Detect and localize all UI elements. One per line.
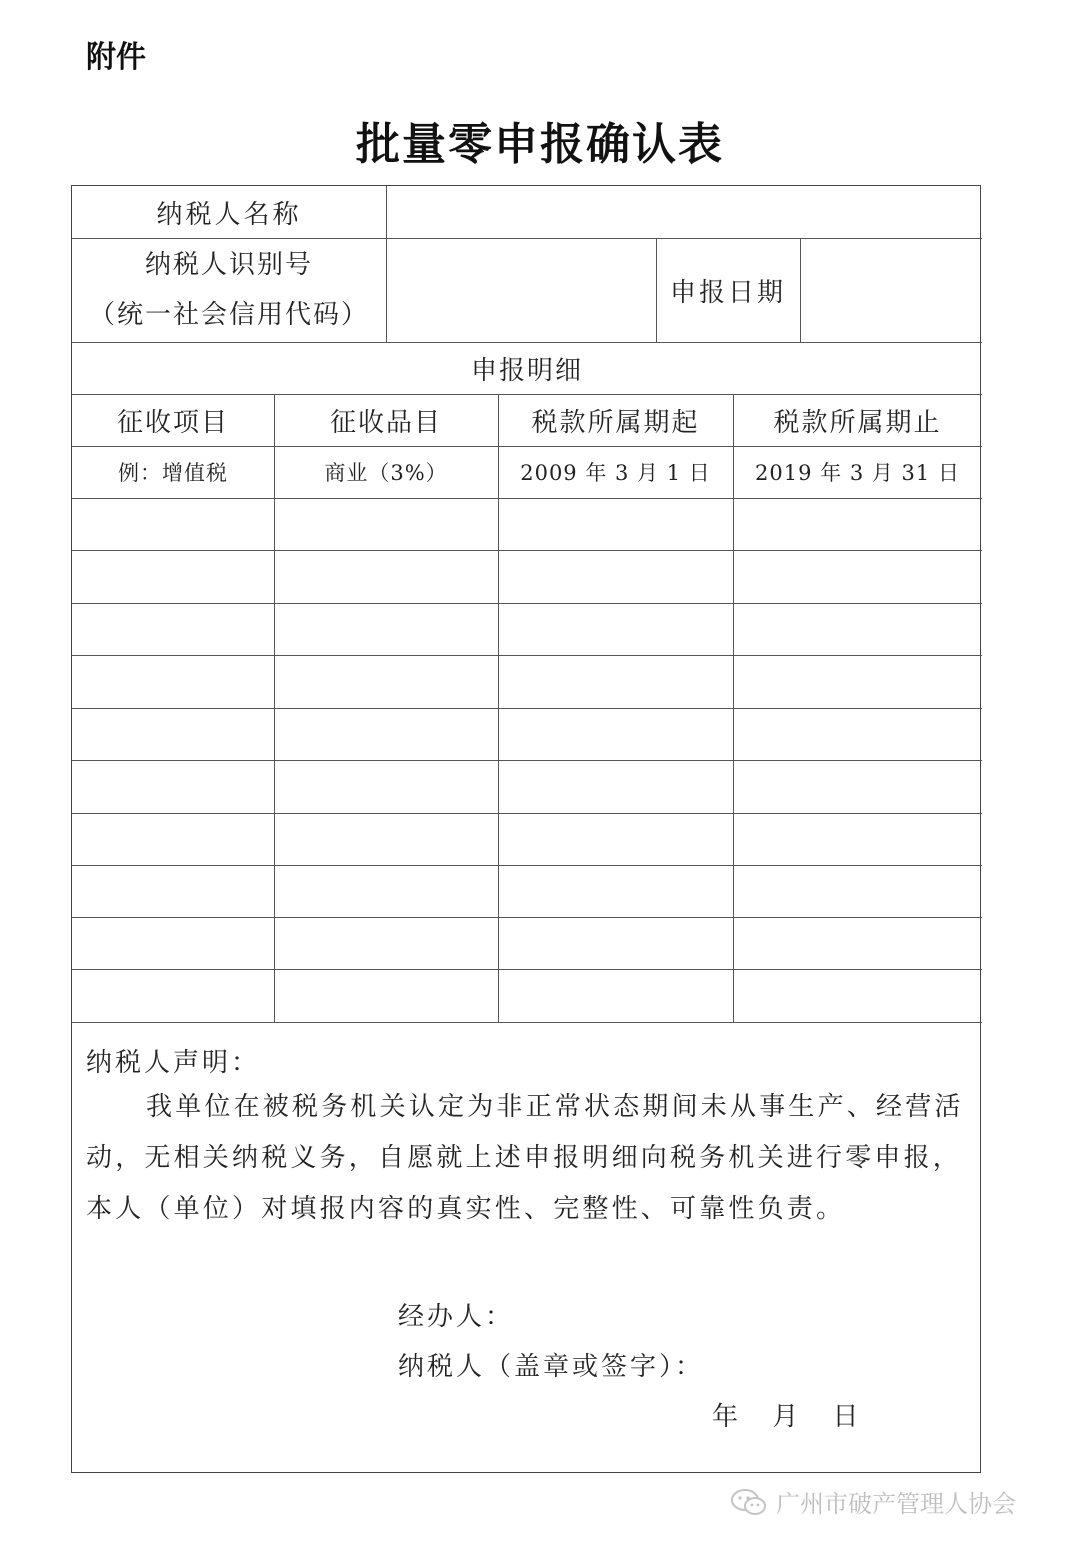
blank-cell-period-start[interactable] bbox=[498, 760, 733, 812]
blank-cell-period-start[interactable] bbox=[498, 917, 733, 969]
blank-cell-levy-item[interactable] bbox=[72, 969, 274, 1021]
example-period-end: 2019 年 3 月 31 日 bbox=[755, 461, 960, 485]
taxpayer-name-field[interactable] bbox=[386, 186, 982, 238]
blank-cell-period-end[interactable] bbox=[733, 550, 982, 602]
taxpayer-name-label: 纳税人名称 bbox=[156, 199, 302, 230]
handler-label: 经办人： bbox=[398, 1302, 515, 1332]
watermark bbox=[730, 1484, 1016, 1519]
blank-cell-levy-item[interactable] bbox=[72, 498, 274, 550]
report-date-field[interactable] bbox=[800, 238, 982, 342]
blank-cell-levy-category[interactable] bbox=[274, 865, 498, 917]
date-line: 年 月 日 bbox=[712, 1402, 859, 1432]
blank-cell-levy-category[interactable] bbox=[274, 655, 498, 707]
blank-cell-levy-item[interactable] bbox=[72, 865, 274, 917]
form-title: 批量零申报确认表 bbox=[356, 119, 724, 170]
blank-cell-period-end[interactable] bbox=[733, 865, 982, 917]
taxpayer-id-field[interactable] bbox=[386, 238, 656, 342]
blank-cell-levy-category[interactable] bbox=[274, 603, 498, 655]
confirmation-form bbox=[71, 185, 981, 1473]
blank-cell-period-start[interactable] bbox=[498, 550, 733, 602]
column-header-levy-category: 征收品目 bbox=[329, 407, 442, 438]
details-header: 申报明细 bbox=[470, 355, 583, 386]
blank-cell-period-end[interactable] bbox=[733, 498, 982, 550]
blank-cell-levy-item[interactable] bbox=[72, 760, 274, 812]
blank-cell-levy-category[interactable] bbox=[274, 708, 498, 760]
taxpayer-id-label-line1: 纳税人识别号 bbox=[144, 250, 313, 280]
taxpayer-id-label-line2: （统一社会信用代码） bbox=[88, 300, 369, 330]
blank-cell-levy-item[interactable] bbox=[72, 813, 274, 865]
blank-cell-levy-category[interactable] bbox=[274, 813, 498, 865]
blank-cell-period-start[interactable] bbox=[498, 865, 733, 917]
blank-cell-levy-item[interactable] bbox=[72, 550, 274, 602]
report-date-label: 申报日期 bbox=[669, 277, 786, 308]
column-header-period-start: 税款所属期起 bbox=[531, 407, 700, 438]
blank-cell-levy-category[interactable] bbox=[274, 917, 498, 969]
blank-cell-period-end[interactable] bbox=[733, 969, 982, 1021]
example-levy-item: 例：增值税 bbox=[118, 461, 228, 485]
blank-cell-period-end[interactable] bbox=[733, 760, 982, 812]
taxpayer-sign-label: 纳税人（盖章或签字）： bbox=[398, 1352, 705, 1382]
blank-cell-levy-item[interactable] bbox=[72, 655, 274, 707]
blank-cell-levy-item[interactable] bbox=[72, 708, 274, 760]
declaration-heading: 纳税人声明： bbox=[86, 1048, 261, 1078]
watermark-text: 广州市破产管理人协会 bbox=[776, 1490, 1016, 1518]
taxpayer-id-label bbox=[72, 238, 386, 342]
column-header-levy-item: 征收项目 bbox=[116, 407, 229, 438]
blank-cell-levy-item[interactable] bbox=[72, 917, 274, 969]
blank-cell-period-start[interactable] bbox=[498, 813, 733, 865]
blank-cell-period-start[interactable] bbox=[498, 498, 733, 550]
blank-cell-period-end[interactable] bbox=[733, 917, 982, 969]
blank-cell-period-end[interactable] bbox=[733, 708, 982, 760]
example-period-start: 2009 年 3 月 1 日 bbox=[520, 461, 711, 485]
blank-cell-period-end[interactable] bbox=[733, 813, 982, 865]
wechat-icon bbox=[730, 1487, 768, 1517]
blank-cell-levy-category[interactable] bbox=[274, 760, 498, 812]
blank-cell-period-start[interactable] bbox=[498, 603, 733, 655]
blank-cell-period-start[interactable] bbox=[498, 655, 733, 707]
declaration-body: 我单位在被税务机关认定为非正常状态期间未从事生产、经营活动，无相关纳税义务，自愿就上述申报明细向税务机关进行零申报，本人（单位）对填报内容的真实性、完整性、可靠性负责。 bbox=[86, 1092, 964, 1224]
column-header-period-end: 税款所属期止 bbox=[773, 407, 942, 438]
blank-cell-period-start[interactable] bbox=[498, 708, 733, 760]
blank-cell-levy-item[interactable] bbox=[72, 603, 274, 655]
blank-cell-period-end[interactable] bbox=[733, 655, 982, 707]
blank-cell-period-start[interactable] bbox=[498, 969, 733, 1021]
blank-cell-period-end[interactable] bbox=[733, 603, 982, 655]
blank-cell-levy-category[interactable] bbox=[274, 969, 498, 1021]
example-levy-category: 商业（3%） bbox=[324, 461, 448, 485]
blank-cell-levy-category[interactable] bbox=[274, 498, 498, 550]
blank-cell-levy-category[interactable] bbox=[274, 550, 498, 602]
attachment-label: 附件 bbox=[86, 40, 146, 75]
